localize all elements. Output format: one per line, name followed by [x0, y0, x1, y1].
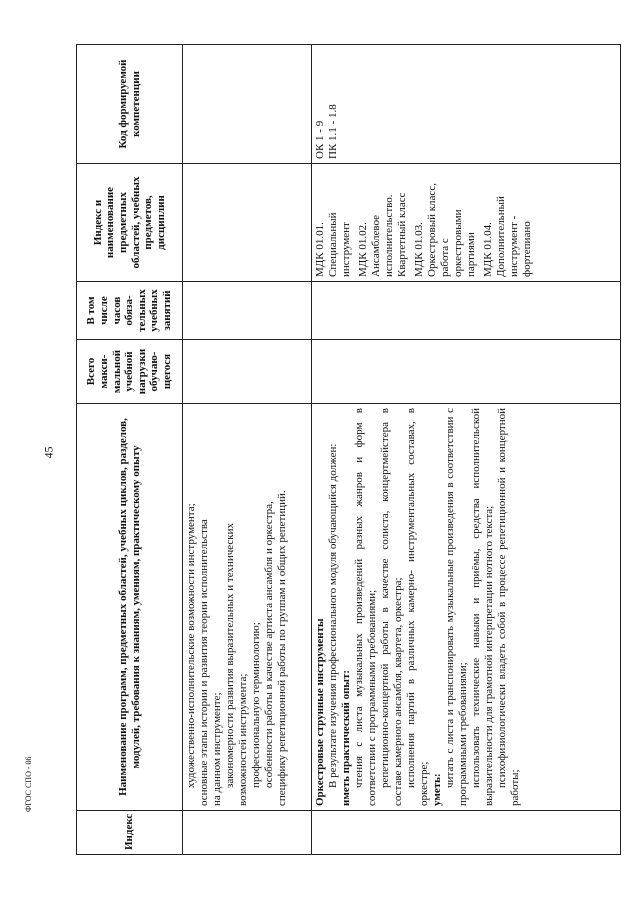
row1-line: профессиональную терминологию;	[249, 622, 262, 788]
row2-mandatory-hours	[312, 282, 621, 340]
row2-codes	[312, 45, 621, 164]
subject-item: МДК 01.01. Специальный инструмент	[314, 212, 352, 277]
row1-line: закономерности развития выразительных и технических	[223, 522, 236, 788]
row1-mandatory-hours	[183, 282, 312, 340]
page-number: 45	[41, 446, 56, 459]
rotated-table-wrapper	[76, 45, 621, 855]
row1-index	[183, 811, 312, 855]
row1-line: на данном инструменте;	[210, 692, 223, 806]
row2-intro: В результате изучения профессионального модуля обучающийся должен:	[326, 443, 339, 788]
competence-code: ОК 1 - 9	[314, 120, 326, 159]
skills-heading: уметь:	[430, 773, 443, 806]
table-header-row	[77, 45, 183, 855]
row1-max-load	[183, 340, 312, 404]
row2-content	[312, 404, 621, 811]
row1-line: возможностей инструмента;	[236, 673, 249, 806]
competence-code: ПК 1.1 - 1.8	[326, 104, 339, 159]
practice-item: репетиционно-концертной работы в качестве солиста, концертмейстера в составе камерного ансамбля, квартета, оркестра;	[378, 408, 404, 806]
row1-line: основные этапы истории и развития теории исполнительства	[197, 519, 210, 806]
row2-subjects	[312, 164, 621, 282]
subject-item: МДК 01.02. Ансамблевое исполнительство. Квартетный класс	[356, 192, 408, 277]
header-competence-code: Код формируемой компетенции	[77, 45, 183, 164]
row1-codes	[183, 45, 312, 164]
row1-line: особенности работы в качестве артиста ансамбля и оркестра,	[262, 501, 275, 788]
header-index: Индекс	[77, 811, 183, 855]
subject-item: МДК 01.04. Дополнительный инструмент - фортепиано	[481, 196, 533, 277]
row2-title: Оркестровые струнные инструменты	[314, 618, 326, 806]
skills-item: читать с листа и транспонировать музыкальные произведения в соответствии с программными требованиями;	[443, 408, 469, 806]
row1-line: художественно-исполнительские возможности инструмента;	[185, 503, 197, 788]
skills-item: использовать технические навыки и приёмы, средства исполнительской выразительности для грамотной интерпретации нотного текста;	[469, 408, 495, 806]
curriculum-table	[76, 44, 621, 855]
row1-subjects	[183, 164, 312, 282]
table-row	[312, 45, 621, 855]
subject-item: МДК 01.03. Оркестровый класс, работа с оркестровыми партиями	[412, 183, 477, 277]
header-mandatory-hours: В том числе часов обяза-тельных учебных занятий	[77, 282, 183, 340]
row1-content	[183, 404, 312, 811]
header-name: Наименование программ, предметных областей, учебных циклов, разделов, модулей, требования к знаниям, умениям, практическому опыту	[77, 404, 183, 811]
footer-code: ФГОС СПО - 06	[24, 756, 33, 812]
header-subjects: Индекс и наименование предметных областей, учебных предметов, дисциплин	[77, 164, 183, 282]
skills-item: психофизиологически владеть собой в процессе репетиционной и концертной работы;	[495, 408, 521, 806]
practice-item: чтения с листа музыкальных произведений разных жанров и форм в соответствии с программными требованиями;	[352, 408, 378, 806]
practice-item: исполнения партий в различных камерно- инструментальных составах, в оркестре;	[404, 408, 430, 806]
row2-max-load	[312, 340, 621, 404]
row1-line: специфику репетиционной работы по группам и общих репетиций.	[275, 490, 288, 806]
table-row	[183, 45, 312, 855]
practice-heading: иметь практический опыт:	[339, 669, 352, 806]
row2-index	[312, 811, 621, 855]
header-max-load: Всего макси-мальной учебной нагрузки обучаю-щегося	[77, 340, 183, 404]
